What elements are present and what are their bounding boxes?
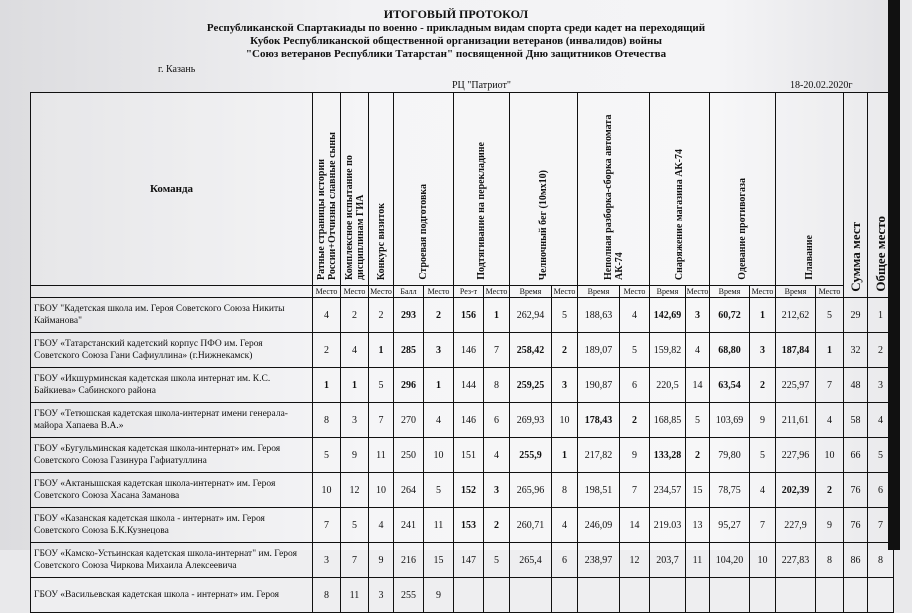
result-cell: 225,97 [776, 368, 816, 403]
col-sum-header: Сумма мест [844, 93, 868, 298]
table-row [31, 578, 894, 613]
result-cell: 7 [341, 543, 369, 578]
result-cell: 11 [341, 578, 369, 613]
result-cell: 5 [552, 298, 578, 333]
result-cell: 5 [424, 473, 454, 508]
col-disassembly-header: Неполная разборка-сборка автомата АК-74 [578, 93, 650, 286]
result-cell: 246,09 [578, 508, 620, 543]
result-cell: 9 [341, 438, 369, 473]
subheader-cell: Время [650, 286, 686, 298]
result-cell: 5 [341, 508, 369, 543]
result-cell: 151 [454, 438, 484, 473]
result-cell: 3 [424, 333, 454, 368]
result-cell: 212,62 [776, 298, 816, 333]
result-cell: 2 [552, 333, 578, 368]
result-cell: 5 [620, 333, 650, 368]
table-row [31, 473, 894, 508]
result-cell: 4 [620, 298, 650, 333]
result-cell: 159,82 [650, 333, 686, 368]
result-cell: 12 [620, 543, 650, 578]
result-cell [776, 578, 816, 613]
result-cell: 6 [484, 403, 510, 438]
col-gia-header: Комплексное испытание по дисциплинам ГИА [341, 93, 369, 286]
subheader-cell: Место [552, 286, 578, 298]
result-cell: 255,9 [510, 438, 552, 473]
result-cell: 58 [844, 403, 868, 438]
subheader-row [31, 286, 894, 298]
result-cell: 187,84 [776, 333, 816, 368]
result-cell [578, 578, 620, 613]
result-cell: 188,63 [578, 298, 620, 333]
result-cell: 29 [844, 298, 868, 333]
result-cell: 9 [816, 508, 844, 543]
subtitle-line-3: "Союз ветеранов Республики Татарстан" посвященной Дню защитников Отечества [245, 48, 667, 60]
result-cell: 147 [454, 543, 484, 578]
result-cell: 220,5 [650, 368, 686, 403]
team-name: ГБОУ «Актанышская кадетская школа-интернат» им. Героя Советского Союза Хасана Заманова [31, 473, 313, 508]
result-cell: 227,83 [776, 543, 816, 578]
result-cell: 15 [424, 543, 454, 578]
result-cell: 11 [369, 438, 394, 473]
result-cell: 12 [341, 473, 369, 508]
result-cell: 5 [816, 298, 844, 333]
result-cell: 2 [313, 333, 341, 368]
result-cell: 32 [844, 333, 868, 368]
result-cell: 10 [750, 543, 776, 578]
result-cell: 190,87 [578, 368, 620, 403]
table-row [31, 298, 894, 333]
result-cell: 7 [750, 508, 776, 543]
col-visit-header: Конкурс визиток [369, 93, 394, 286]
result-cell: 5 [686, 403, 710, 438]
result-cell: 227,9 [776, 508, 816, 543]
result-cell: 79,80 [710, 438, 750, 473]
result-cell: 10 [816, 438, 844, 473]
table-row [31, 333, 894, 368]
result-cell: 2 [424, 298, 454, 333]
subheader-cell: Место [370, 287, 392, 296]
result-cell: 293 [394, 298, 424, 333]
subheader-cell: Место [484, 286, 510, 298]
result-cell: 5 [369, 368, 394, 403]
result-cell: 1 [313, 368, 341, 403]
result-cell: 264 [394, 473, 424, 508]
result-cell: 5 [868, 438, 894, 473]
header-row [31, 93, 894, 286]
result-cell [686, 578, 710, 613]
result-cell: 265,4 [510, 543, 552, 578]
result-cell: 296 [394, 368, 424, 403]
col-pullup-header: Подтягивание на перекладине [454, 93, 510, 286]
result-cell: 13 [686, 508, 710, 543]
result-cell: 144 [454, 368, 484, 403]
table-row [31, 508, 894, 543]
subheader-cell: Время [578, 286, 620, 298]
result-cell: 217,82 [578, 438, 620, 473]
result-cell: 78,75 [710, 473, 750, 508]
result-cell: 146 [454, 333, 484, 368]
result-cell: 198,51 [578, 473, 620, 508]
result-cell [816, 578, 844, 613]
result-cell: 2 [686, 438, 710, 473]
table-row [31, 403, 894, 438]
result-cell: 4 [816, 403, 844, 438]
result-cell [484, 578, 510, 613]
result-cell: 4 [369, 508, 394, 543]
result-cell: 255 [394, 578, 424, 613]
result-cell: 10 [552, 403, 578, 438]
result-cell: 7 [369, 403, 394, 438]
result-cell: 5 [750, 438, 776, 473]
team-header: Команда [31, 93, 313, 286]
result-cell [510, 578, 552, 613]
result-cell: 238,97 [578, 543, 620, 578]
team-name: ГБОУ "Кадетская школа им. Героя Советского Союза Никиты Кайманова" [31, 298, 313, 333]
result-cell: 2 [484, 508, 510, 543]
result-cell: 48 [844, 368, 868, 403]
result-cell: 4 [750, 473, 776, 508]
result-cell: 156 [454, 298, 484, 333]
result-cell: 9 [750, 403, 776, 438]
result-cell: 227,96 [776, 438, 816, 473]
result-cell: 203,7 [650, 543, 686, 578]
result-cell: 4 [868, 403, 894, 438]
result-cell: 216 [394, 543, 424, 578]
date: 18-20.02.2020г [790, 80, 853, 91]
table-row [31, 438, 894, 473]
result-cell: 10 [369, 473, 394, 508]
result-cell: 4 [313, 298, 341, 333]
result-cell: 95,27 [710, 508, 750, 543]
result-cell: 1 [750, 298, 776, 333]
result-cell: 63,54 [710, 368, 750, 403]
result-cell: 3 [313, 543, 341, 578]
result-cell: 9 [369, 543, 394, 578]
subheader-cell: Время [710, 286, 750, 298]
result-cell: 76 [844, 508, 868, 543]
result-cell: 3 [750, 333, 776, 368]
team-subheader [31, 286, 313, 298]
result-cell: 8 [484, 368, 510, 403]
result-cell: 6 [620, 368, 650, 403]
result-cell: 1 [816, 333, 844, 368]
result-cell: 146 [454, 403, 484, 438]
result-cell: 7 [484, 333, 510, 368]
result-cell: 285 [394, 333, 424, 368]
result-cell: 133,28 [650, 438, 686, 473]
subheader-cell: Время [776, 286, 816, 298]
result-cell: 1 [424, 368, 454, 403]
result-cell [620, 578, 650, 613]
result-cell: 211,61 [776, 403, 816, 438]
table-row [31, 368, 894, 403]
result-cell: 7 [816, 368, 844, 403]
result-cell: 241 [394, 508, 424, 543]
result-cell: 153 [454, 508, 484, 543]
result-cell: 189,07 [578, 333, 620, 368]
result-cell: 2 [341, 298, 369, 333]
result-cell: 2 [620, 403, 650, 438]
result-cell: 6 [868, 473, 894, 508]
result-cell: 168,85 [650, 403, 686, 438]
result-cell: 265,96 [510, 473, 552, 508]
result-cell: 142,69 [650, 298, 686, 333]
result-cell [552, 578, 578, 613]
result-cell: 8 [816, 543, 844, 578]
subheader-cell: Рез-т [454, 286, 484, 298]
result-cell [750, 578, 776, 613]
result-cell: 270 [394, 403, 424, 438]
team-name: ГБОУ «Тетюшская кадетская школа-интернат имени генерала-майора Хапаева В.А.» [31, 403, 313, 438]
result-cell: 262,94 [510, 298, 552, 333]
result-cell: 8 [313, 403, 341, 438]
result-cell: 3 [868, 368, 894, 403]
result-cell: 10 [313, 473, 341, 508]
team-name: ГБОУ «Икшурминская кадетская школа интернат им. К.С. Байкиева» Сабинского района [31, 368, 313, 403]
team-name: ГБОУ «Казанская кадетская школа - интернат» им. Героя Советского Союза Б.К.Кузнецова [31, 508, 313, 543]
result-cell: 3 [369, 578, 394, 613]
subheader-cell: Место [816, 286, 844, 298]
result-cell: 2 [369, 298, 394, 333]
result-cell: 5 [484, 543, 510, 578]
result-cell: 152 [454, 473, 484, 508]
col-shuttle-header: Челночный бег (10мх10) [510, 93, 578, 286]
result-cell: 8 [313, 578, 341, 613]
result-cell: 11 [424, 508, 454, 543]
result-cell: 4 [424, 403, 454, 438]
result-cell: 1 [369, 333, 394, 368]
result-cell: 8 [868, 543, 894, 578]
result-cell [868, 578, 894, 613]
result-cell: 14 [620, 508, 650, 543]
result-cell: 76 [844, 473, 868, 508]
team-name: ГБОУ «Бугульминская кадетская школа-интернат» им. Героя Советского Союза Газинура Гафиатуллина [31, 438, 313, 473]
result-cell: 60,72 [710, 298, 750, 333]
result-cell: 259,25 [510, 368, 552, 403]
result-cell: 11 [686, 543, 710, 578]
result-cell: 260,71 [510, 508, 552, 543]
protocol-title: ИТОГОВЫЙ ПРОТОКОЛ [383, 7, 529, 21]
subheader-cell: Место [686, 287, 709, 296]
result-cell: 7 [620, 473, 650, 508]
result-cell: 4 [686, 333, 710, 368]
result-cell: 2 [750, 368, 776, 403]
result-cell: 234,57 [650, 473, 686, 508]
result-cell: 258,42 [510, 333, 552, 368]
result-cell: 178,43 [578, 403, 620, 438]
result-cell: 219.03 [650, 508, 686, 543]
result-cell: 66 [844, 438, 868, 473]
result-cell: 1 [341, 368, 369, 403]
city: г. Казань [158, 64, 196, 75]
result-cell: 3 [686, 298, 710, 333]
result-cell: 15 [686, 473, 710, 508]
result-cell: 3 [552, 368, 578, 403]
results-table [30, 92, 894, 613]
table-row [31, 543, 894, 578]
subheader-cell: Балл [394, 286, 424, 298]
result-cell: 3 [484, 473, 510, 508]
result-cell: 202,39 [776, 473, 816, 508]
result-cell [454, 578, 484, 613]
result-cell [710, 578, 750, 613]
result-cell: 5 [313, 438, 341, 473]
photo-edge [888, 0, 900, 550]
result-cell: 250 [394, 438, 424, 473]
team-name: ГБОУ «Камско-Устьинская кадетская школа-интернат" им. Героя Советского Союза Чиркова Михаила Алексеевича [31, 543, 313, 578]
result-cell [650, 578, 686, 613]
result-cell: 10 [424, 438, 454, 473]
result-cell: 9 [424, 578, 454, 613]
col-swimming-header: Плавание [776, 93, 844, 286]
result-cell: 4 [552, 508, 578, 543]
result-cell: 269,93 [510, 403, 552, 438]
col-magazine-header: Снаряжение магазина АК-74 [650, 93, 710, 286]
team-name: ГБОУ «Татарстанский кадетский корпус ПФО им. Героя Советского Союза Гани Сафиуллина» (г.Нижнекамск) [31, 333, 313, 368]
result-cell: 2 [868, 333, 894, 368]
result-cell: 14 [686, 368, 710, 403]
result-cell: 68,80 [710, 333, 750, 368]
subheader-cell: Место [750, 286, 776, 298]
result-cell: 8 [552, 473, 578, 508]
subtitle-line-1: Республиканской Спартакиады по военно - прикладным видам спорта среди кадет на переходящий [206, 22, 706, 34]
result-cell: 9 [620, 438, 650, 473]
result-cell: 1 [552, 438, 578, 473]
result-cell: 4 [484, 438, 510, 473]
col-history-header: Ратные страницы истории России+Отчизны славные сыны [313, 93, 341, 286]
subheader-cell: Место [313, 286, 341, 298]
result-cell: 1 [868, 298, 894, 333]
result-cell: 3 [341, 403, 369, 438]
result-cell: 7 [868, 508, 894, 543]
col-drill-header: Строевая подготовка [394, 93, 454, 286]
col-gasmask-header: Одевание противогаза [710, 93, 776, 286]
subheader-cell: Место [620, 286, 650, 298]
result-cell: 2 [816, 473, 844, 508]
subheader-cell: Время [510, 286, 552, 298]
result-cell: 104,20 [710, 543, 750, 578]
result-cell: 6 [552, 543, 578, 578]
result-cell: 4 [341, 333, 369, 368]
venue: РЦ "Патриот" [452, 80, 511, 91]
result-cell [844, 578, 868, 613]
result-cell: 86 [844, 543, 868, 578]
subheader-cell: Место [341, 286, 369, 298]
team-name: ГБОУ «Васильевская кадетская школа - интернат» им. Героя [31, 578, 313, 613]
result-cell: 103,69 [710, 403, 750, 438]
result-cell: 1 [484, 298, 510, 333]
subheader-cell: Место [424, 286, 454, 298]
result-cell: 7 [313, 508, 341, 543]
subtitle-line-2: Кубок Республиканской общественной организации ветеранов (инвалидов) войны [250, 35, 662, 47]
col-overall-header: Общее место [868, 93, 894, 298]
